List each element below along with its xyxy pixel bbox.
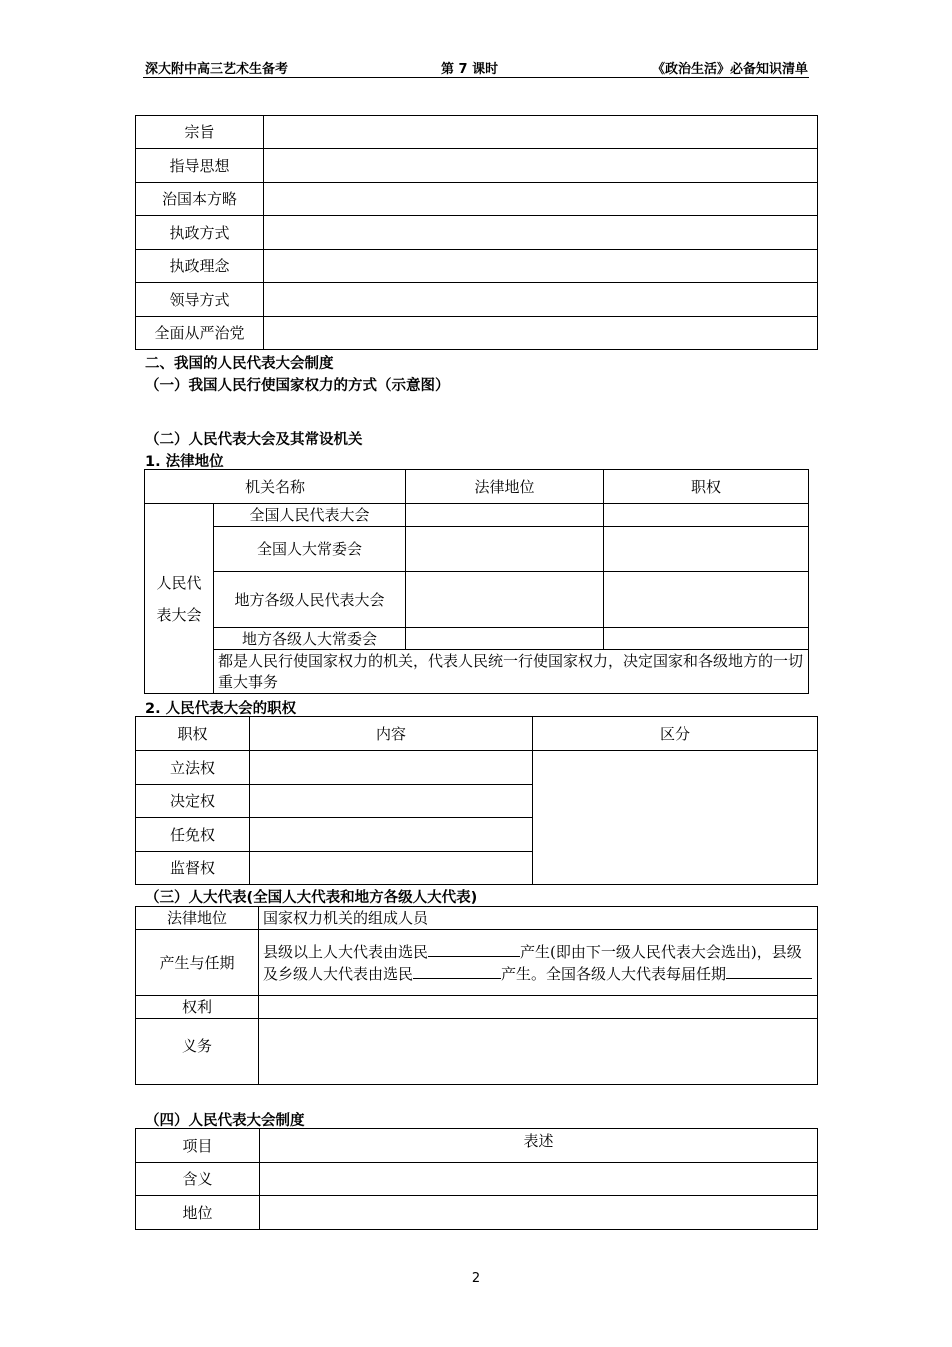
fill-blank[interactable] bbox=[428, 941, 520, 957]
answer-cell[interactable] bbox=[264, 116, 818, 149]
group-label-line: 人民代 bbox=[156, 573, 202, 592]
answer-cell[interactable] bbox=[406, 527, 604, 572]
answer-cell[interactable] bbox=[604, 572, 809, 628]
subsection-title: （三）人大代表(全国人大代表和地方各级人大代表) bbox=[145, 890, 478, 906]
answer-cell[interactable] bbox=[250, 818, 533, 852]
answer-cell[interactable] bbox=[264, 149, 818, 183]
subsection-title: （四）人民代表大会制度 bbox=[145, 1113, 305, 1129]
organ-name: 全国人大常委会 bbox=[214, 527, 406, 572]
summary-text: 都是人民行使国家权力的机关，代表人民统一行使国家权力，决定国家和各级地方的一切重大事务 bbox=[214, 650, 809, 694]
column-header: 职权 bbox=[604, 470, 809, 504]
row-label: 法律地位 bbox=[136, 907, 259, 930]
header-center: 第 7 课时 bbox=[441, 62, 499, 77]
answer-cell[interactable] bbox=[604, 628, 809, 650]
row-label: 含义 bbox=[136, 1163, 260, 1196]
column-header: 职权 bbox=[136, 717, 250, 751]
power-label: 任免权 bbox=[136, 818, 250, 852]
row-label: 指导思想 bbox=[136, 149, 264, 183]
column-header: 机关名称 bbox=[145, 470, 406, 504]
column-header: 区分 bbox=[533, 717, 818, 751]
organ-name: 全国人民代表大会 bbox=[214, 504, 406, 527]
column-header: 表述 bbox=[260, 1129, 818, 1163]
text-segment: 产生。全国各级人大代表每届任期 bbox=[501, 964, 727, 983]
row-label: 执政理念 bbox=[136, 250, 264, 283]
column-header: 法律地位 bbox=[406, 470, 604, 504]
answer-cell[interactable] bbox=[250, 852, 533, 885]
congress-status-table bbox=[144, 469, 809, 694]
item-title: 2. 人民代表大会的职权 bbox=[145, 701, 297, 717]
election-text bbox=[259, 930, 818, 996]
row-label: 产生与任期 bbox=[136, 930, 259, 996]
row-label: 权利 bbox=[136, 996, 259, 1019]
answer-cell[interactable] bbox=[604, 527, 809, 572]
row-label: 全面从严治党 bbox=[136, 317, 264, 350]
row-value: 国家权力机关的组成人员 bbox=[259, 907, 818, 930]
row-label: 执政方式 bbox=[136, 216, 264, 250]
item-title: 1. 法律地位 bbox=[145, 454, 224, 470]
answer-cell[interactable] bbox=[264, 216, 818, 250]
group-label bbox=[145, 504, 214, 694]
organ-name: 地方各级人大常委会 bbox=[214, 628, 406, 650]
page-number: 2 bbox=[471, 1271, 481, 1286]
row-label: 治国本方略 bbox=[136, 183, 264, 216]
row-label: 义务 bbox=[136, 1019, 259, 1085]
row-label: 领导方式 bbox=[136, 283, 264, 317]
text-segment: 县级以上人大代表由选民 bbox=[263, 942, 429, 961]
party-summary-table bbox=[135, 115, 818, 350]
answer-cell[interactable] bbox=[264, 250, 818, 283]
header-left: 深大附中高三艺术生备考 bbox=[145, 62, 289, 77]
column-header: 内容 bbox=[250, 717, 533, 751]
header-right: 《政治生活》必备知识清单 bbox=[651, 62, 808, 77]
group-label-line: 表大会 bbox=[156, 605, 202, 624]
answer-cell[interactable] bbox=[260, 1196, 818, 1230]
header-divider bbox=[143, 77, 809, 78]
answer-cell[interactable] bbox=[406, 572, 604, 628]
answer-cell[interactable] bbox=[264, 317, 818, 350]
power-label: 决定权 bbox=[136, 785, 250, 818]
congress-system-table bbox=[135, 1128, 818, 1230]
row-label: 宗旨 bbox=[136, 116, 264, 149]
answer-cell[interactable] bbox=[260, 1163, 818, 1196]
congress-powers-table bbox=[135, 716, 818, 885]
power-label: 监督权 bbox=[136, 852, 250, 885]
fill-blank[interactable] bbox=[726, 963, 812, 979]
subsection-title: （二）人民代表大会及其常设机关 bbox=[145, 432, 363, 448]
answer-cell[interactable] bbox=[250, 751, 533, 785]
answer-cell[interactable] bbox=[264, 283, 818, 317]
fill-blank[interactable] bbox=[413, 963, 501, 979]
answer-cell[interactable] bbox=[259, 996, 818, 1019]
subsection-title: （一）我国人民行使国家权力的方式（示意图） bbox=[145, 378, 450, 394]
answer-cell[interactable] bbox=[604, 504, 809, 527]
answer-cell[interactable] bbox=[406, 628, 604, 650]
answer-cell[interactable] bbox=[406, 504, 604, 527]
answer-cell[interactable] bbox=[264, 183, 818, 216]
section-title: 二、我国的人民代表大会制度 bbox=[145, 356, 334, 372]
answer-cell[interactable] bbox=[250, 785, 533, 818]
column-header: 项目 bbox=[136, 1129, 260, 1163]
answer-cell[interactable] bbox=[259, 1019, 818, 1085]
distinction-cell[interactable] bbox=[533, 751, 818, 885]
deputies-table bbox=[135, 906, 818, 1085]
text-segment: 产生(即由下一级人民代表大会选出)，县级及乡级人大代表由选民 bbox=[263, 942, 802, 983]
row-label: 地位 bbox=[136, 1196, 260, 1230]
power-label: 立法权 bbox=[136, 751, 250, 785]
organ-name: 地方各级人民代表大会 bbox=[214, 572, 406, 628]
